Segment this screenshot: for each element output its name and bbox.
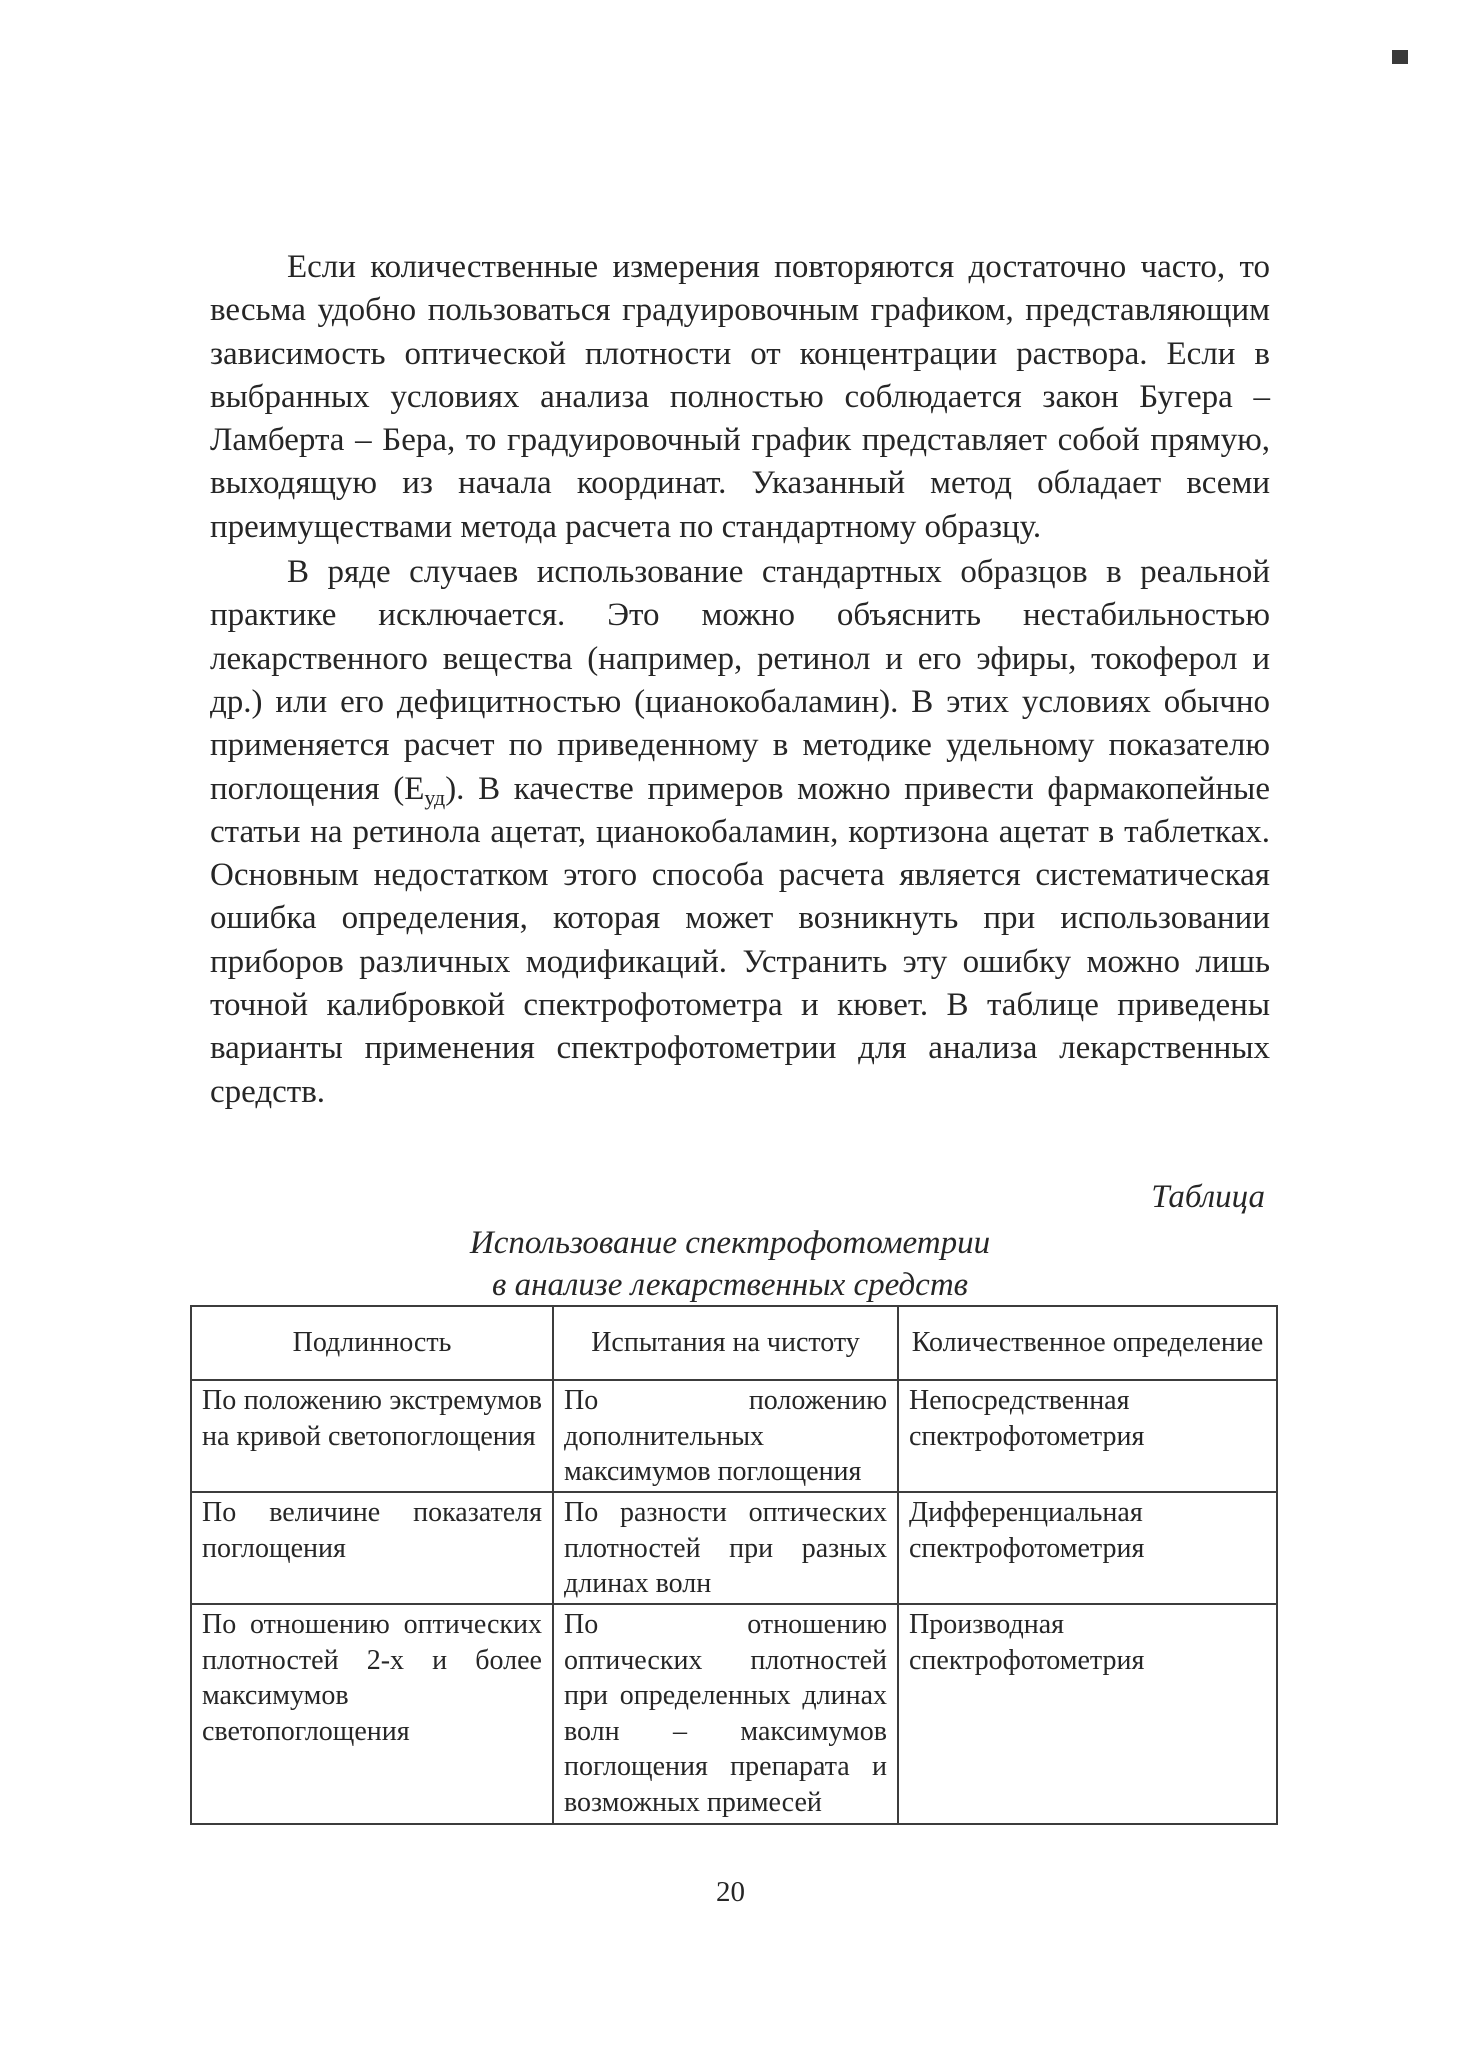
table-title (190, 1222, 1270, 1306)
spectrophotometry-table (190, 1305, 1278, 1825)
table-cell: Дифференциальная спектрофотометрия (898, 1492, 1277, 1604)
paragraph-2-part-1: В ряде случаев использование стандартных образцов в реальной практике исключается. Это можно объяснить нестабильностью лекарственного вещества (например, ретинол и его эфиры, токоферол и др.) или его дефицитностью (цианокобаламин). В этих условиях обычно применяется расчет по приведенному в методике удельному показателю поглощения (E (210, 554, 1270, 807)
table-cell: Производная спектрофотометрия (898, 1604, 1277, 1824)
table-header-row (191, 1306, 1277, 1380)
page-number: 20 (716, 1876, 745, 1908)
specific-absorbance-subscript: уд (424, 784, 446, 810)
paragraph-2-part-2: ). В качестве примеров можно привести фармакопейные статьи на ретинола ацетат, цианокобаламин, кортизона ацетат в таблетках. Основным недостатком этого способа расчета является систематическая ошибка определения, которая может возникнуть при использовании приборов различных модификаций. Устранить эту ошибку можно лишь точной калибровкой спектрофотометра и кювет. В таблице приведены варианты применения спектрофотометрии для анализа лекарственных средств. (210, 770, 1270, 1110)
header-purity-tests: Испытания на чистоту (553, 1306, 898, 1380)
scan-corner-mark (1392, 50, 1408, 64)
table-label: Таблица (1151, 1179, 1265, 1215)
table-row (191, 1492, 1277, 1604)
table-cell: По положению экстремумов на кривой светопоглощения (191, 1380, 553, 1492)
table-row (191, 1380, 1277, 1492)
table-cell: Непосредственная спектрофотометрия (898, 1380, 1277, 1492)
table-title-line-2: в анализе лекарственных средств (492, 1267, 968, 1303)
body-text (210, 246, 1270, 1114)
table-cell: По величине показателя поглощения (191, 1492, 553, 1604)
table-cell: По разности оптических плотностей при разных длинах волн (553, 1492, 898, 1604)
paragraph-1: Если количественные измерения повторяются достаточно часто, то весьма удобно пользоваться градуировочным графиком, представляющим зависимость оптической плотности от концентрации раствора. Если в выбранных условиях анализа полностью соблюдается закон Бугера – Ламберта – Бера, то градуировочный график представляет собой прямую, выходящую из начала координат. Указанный метод обладает всеми преимуществами метода расчета по стандартному образцу. (210, 249, 1270, 545)
header-identity: Подлинность (191, 1306, 553, 1380)
table-cell: По положению дополнительных максимумов поглощения (553, 1380, 898, 1492)
table-cell: По отношению оптических плотностей 2-х и более максимумов светопоглощения (191, 1604, 553, 1824)
paragraph-2 (210, 551, 1270, 1114)
table-title-line-1: Использование спектрофотометрии (469, 1225, 991, 1261)
table-row (191, 1604, 1277, 1824)
header-quantitative: Количественное определение (898, 1306, 1277, 1380)
table-cell: По отношению оптических плотностей при определенных длинах волн – максимумов поглощения препарата и возможных примесей (553, 1604, 898, 1824)
